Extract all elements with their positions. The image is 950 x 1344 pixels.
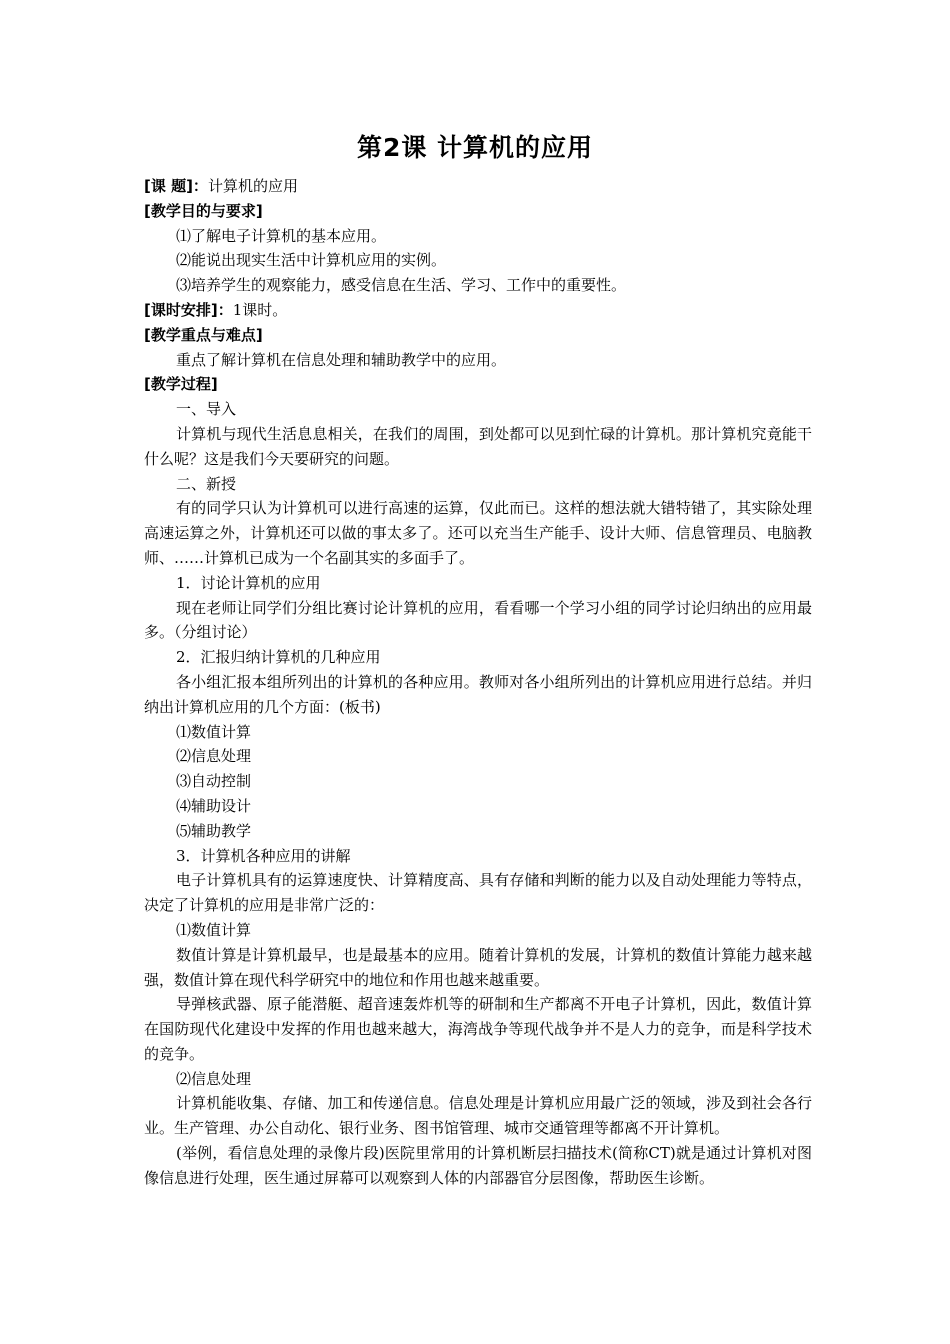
information-processing-paragraph: 计算机能收集、存储、加工和传递信息。信息处理是计算机应用最广泛的领域，涉及到社会各行业。生产管理、办公自动化、银行业务、图书馆管理、城市交通管理等都离不开计算机。 <box>144 1094 812 1138</box>
objective-item: ⑶培养学生的观察能力，感受信息在生活、学习、工作中的重要性。 <box>176 276 627 295</box>
schedule-value: 1课时。 <box>232 300 288 319</box>
section-2-paragraph: 各小组汇报本组所列出的计算机的各种应用。教师对各小组所列出的计算机应用进行总结。并归纳出计算机应用的几个方面：(板书) <box>144 672 812 716</box>
section-3-heading: 3．计算机各种应用的讲解 <box>176 846 351 865</box>
page-title: 第2课 计算机的应用 <box>356 133 594 162</box>
numeric-computing-paragraph: 数值计算是计算机最早，也是最基本的应用。随着计算机的发展，计算机的数值计算能力越来越强，数值计算在现代科学研究中的地位和作用也越来越重要。 <box>144 945 812 989</box>
section-3-paragraph: 电子计算机具有的运算速度快、计算精度高、具有存储和判断的能力以及自动处理能力等特点，决定了计算机的应用是非常广泛的： <box>144 871 812 915</box>
application-list-item: ⑷辅助设计 <box>176 796 252 815</box>
application-list-item: ⑸辅助教学 <box>176 821 252 840</box>
schedule-label: [课时安排]： <box>144 300 233 319</box>
section-1-heading: 1．讨论计算机的应用 <box>176 573 321 592</box>
lesson-topic-value: 计算机的应用 <box>207 177 298 195</box>
objectives-heading: [教学目的与要求] <box>144 201 263 220</box>
lesson-topic-row <box>144 174 812 199</box>
key-points-heading: [教学重点与难点] <box>144 325 263 344</box>
application-list-item: ⑵信息处理 <box>176 747 252 766</box>
application-list-item: ⑶自动控制 <box>176 772 252 791</box>
key-points-text: 重点了解计算机在信息处理和辅助教学中的应用。 <box>176 350 507 369</box>
section-2-heading: 2．汇报归纳计算机的几种应用 <box>176 648 381 667</box>
section-1-paragraph: 现在老师让同学们分组比赛讨论计算机的应用，看看哪一个学习小组的同学讨论归纳出的应用最多。（分组讨论） <box>144 598 812 642</box>
new-lesson-heading: 二、新授 <box>176 474 237 493</box>
numeric-computing-paragraph: 导弹核武器、原子能潜艇、超音速轰炸机等的研制和生产都离不开电子计算机，因此，数值计算在国防现代化建设中发挥的作用也越来越大，海湾战争等现代战争并不是人力的竞争，而是科学技术的竞争。 <box>144 995 812 1063</box>
application-list-item: ⑴数值计算 <box>176 722 252 741</box>
lesson-topic-label: [课 题]： <box>144 177 208 195</box>
objective-item: ⑴了解电子计算机的基本应用。 <box>176 226 387 245</box>
document-body <box>144 174 812 1191</box>
numeric-computing-heading: ⑴数值计算 <box>176 920 252 939</box>
information-processing-heading: ⑵信息处理 <box>176 1069 252 1088</box>
new-lesson-paragraph: 有的同学只认为计算机可以进行高速的运算，仅此而已。这样的想法就大错特错了，其实除处理高速运算之外，计算机还可以做的事太多了。还可以充当生产能手、设计大师、信息管理员、电脑教师、……计算机已成为一个名副其实的多面手了。 <box>144 499 812 567</box>
process-heading: [教学过程] <box>144 375 218 394</box>
intro-heading: 一、导入 <box>176 400 237 419</box>
intro-paragraph: 计算机与现代生活息息相关，在我们的周围，到处都可以见到忙碌的计算机。那计算机究竟能干什么呢？这是我们今天要研究的问题。 <box>144 424 812 468</box>
schedule-row <box>144 298 812 323</box>
objective-item: ⑵能说出现实生活中计算机应用的实例。 <box>176 251 447 270</box>
information-processing-paragraph: (举例，看信息处理的录像片段)医院里常用的计算机断层扫描技术(简称CT)就是通过计算机对图像信息进行处理，医生通过屏幕可以观察到人体的内部器官分层图像，帮助医生诊断。 <box>144 1144 812 1187</box>
